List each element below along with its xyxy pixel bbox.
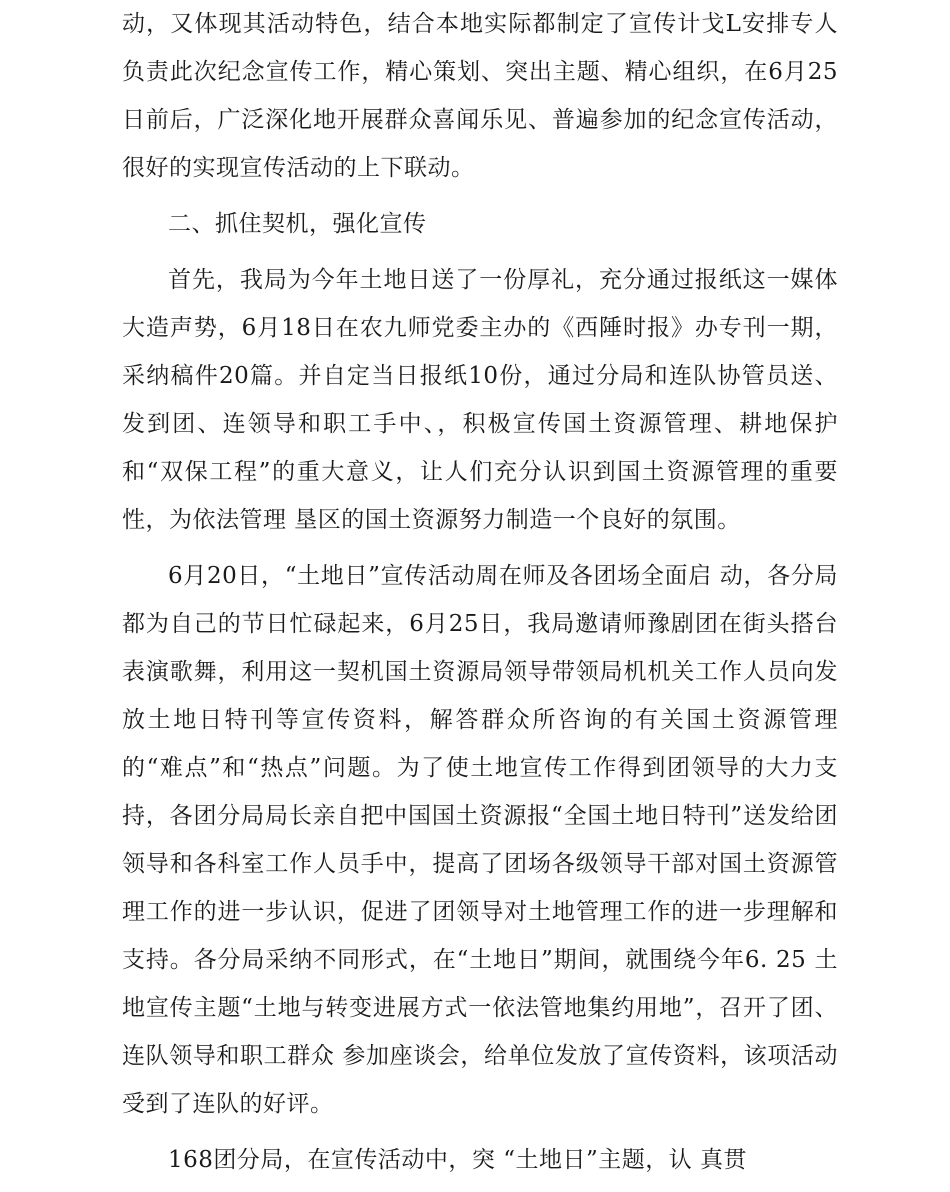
section-heading: 二、抓住契机，强化宣传 <box>168 211 427 237</box>
paragraph-1: 首先，我局为今年土地日送了一份厚礼，充分通过报纸这一媒体大造声势，6月18日在农九师党委主办的《西陲时报》办专刊一期，采纳稿件20篇。并自定当日报纸10份，通过分局和连队协管员送、发到团、连领导和职工手中、，积极宣传国土资源管理、耕地保护和“双保工程”的重大意义，让人们充分认识到国土资源管理的重要性，为依法管理 垦区的国土资源努力制造一个良好的氛围。 <box>122 267 838 533</box>
document-body <box>122 0 838 1184</box>
paragraph-2: 6月20日，“土地日”宣传活动周在师及各团场全面启 动，各分局都为自己的节日忙碌起来，6月25日，我局邀请师豫剧团在街头搭台表演歌舞，利用这一契机国土资源局领导带领局机机关工作人员向发放土地日特刊等宣传资料，解答群众所咨询的有关国土资源管理的“难点”和“热点”问题。为了使土地宣传工作得到团领导的大力支持，各团分局局长亲自把中国国土资源报“全国土地日特刊”送发给团领导和各科室工作人员手中，提高了团场各级领导干部对国土资源管理工作的进一步认识，促进了团领导对土地管理工作的进一步理解和支持。各分局采纳不同形式，在“土地日”期间，就围绕今年6. 25 土地宣传主题“土地与转变进展方式一依法管地集约用地”，召开了团、连队领导和职工群众 参加座谈会，给单位发放了宣传资料，该项活动受到了连队的好评。 <box>122 563 838 1117</box>
paragraph-continued: 动，又体现其活动特色，结合本地实际都制定了宣传计戈L安排专人负责此次纪念宣传工作，精心策划、突出主题、精心组织，在6月25日前后，广泛深化地开展群众喜闻乐见、普遍参加的纪念宣传活动，很好的实现宣传活动的上下联动。 <box>122 11 838 181</box>
paragraph-3: 168团分局，在宣传活动中，突 “土地日”主题，认 真贯 <box>168 1147 748 1173</box>
